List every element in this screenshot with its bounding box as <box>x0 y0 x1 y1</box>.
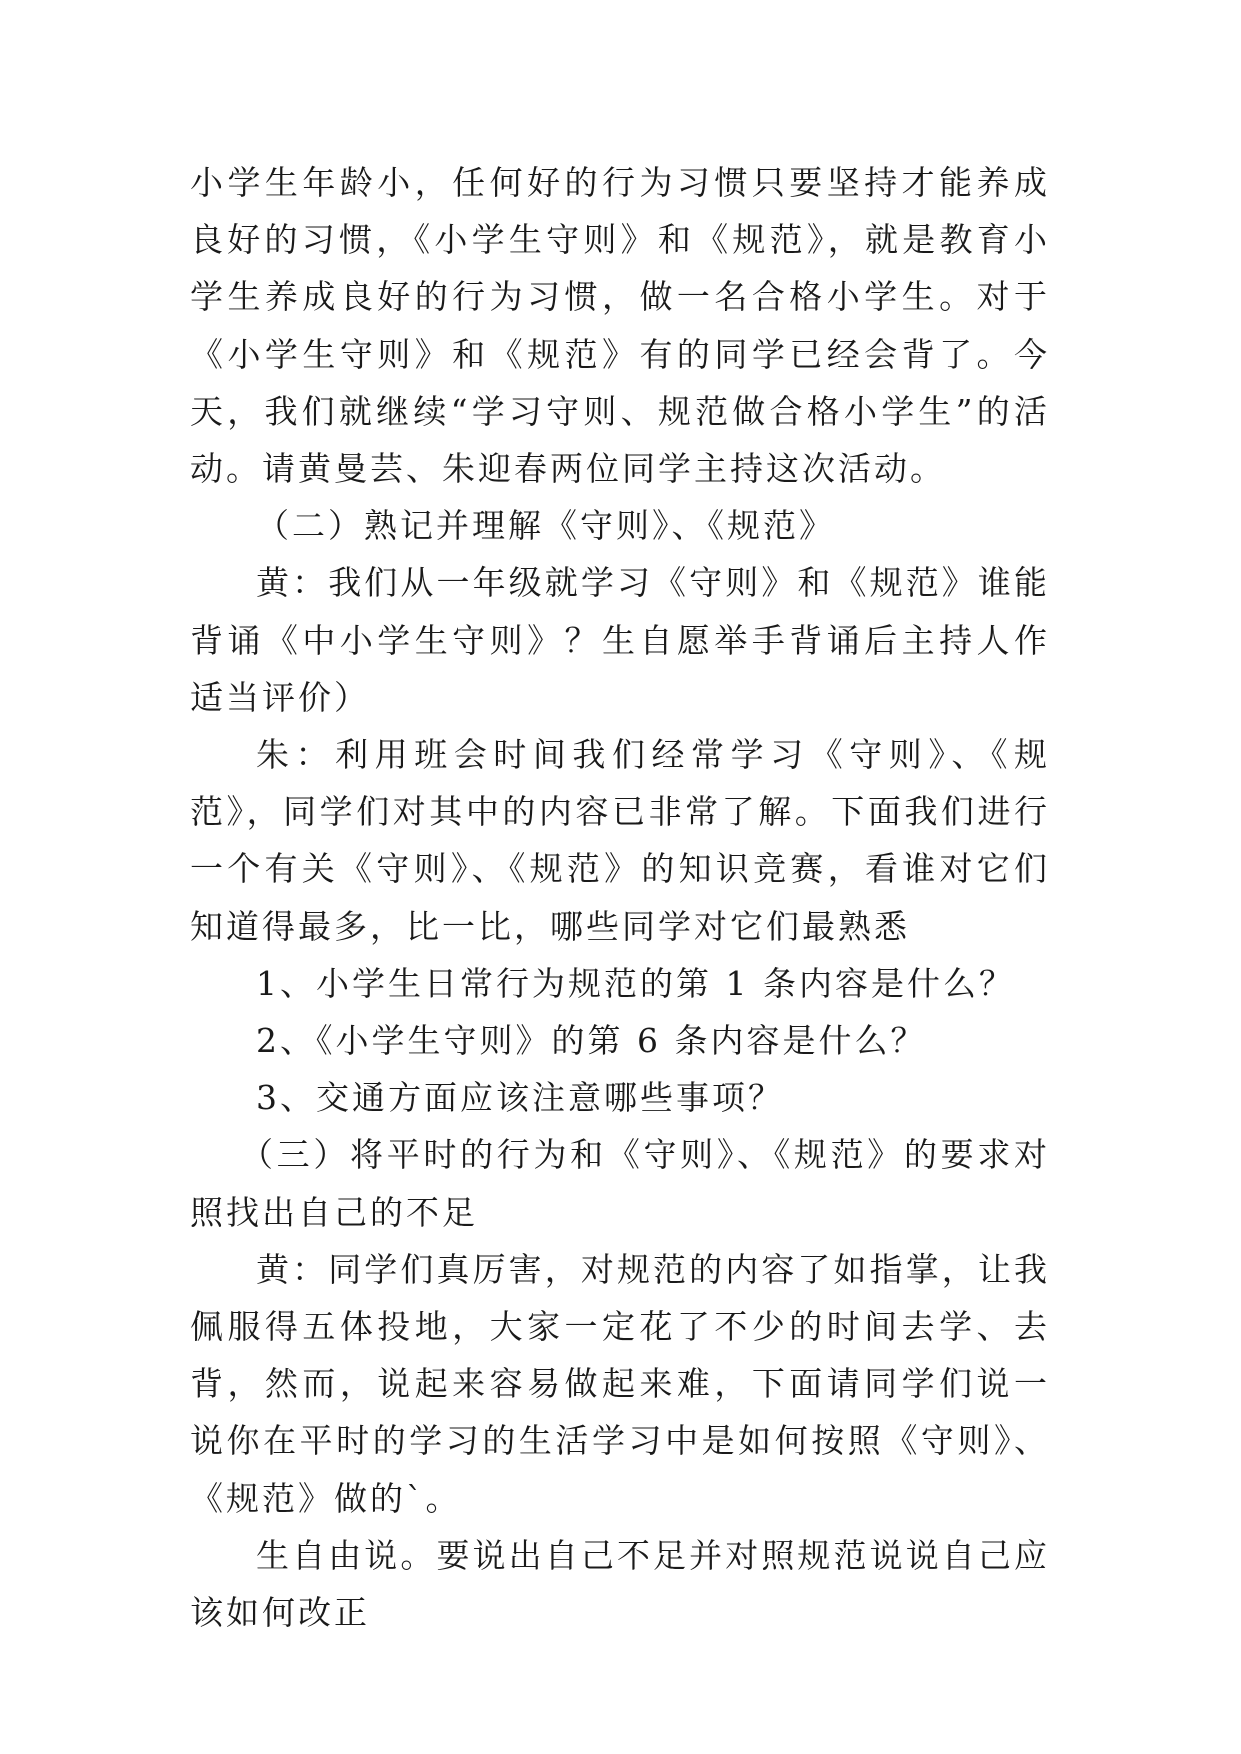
paragraph-zhu-1: 朱：利用班会时间我们经常学习《守则》、《规范》，同学们对其中的内容已非常了解。下面我们进行一个有关《守则》、《规范》的知识竞赛，看谁对它们知道得最多，比一比，哪些同学对它们最熟悉 <box>190 735 1050 946</box>
section-heading-3: （三）将平时的行为和《守则》、《规范》的要求对照找出自己的不足 <box>190 1135 1050 1232</box>
paragraph-huang-1: 黄：我们从一年级就学习《守则》和《规范》谁能背诵《中小学生守则》？生自愿举手背诵后主持人作适当评价） <box>190 563 1050 717</box>
paragraph-huang-2: 黄：同学们真厉害，对规范的内容了如指掌，让我佩服得五体投地，大家一定花了不少的时间去学、去背，然而，说起来容易做起来难，下面请同学们说一说你在平时的学习的生活学习中是如何按照《守则》、《规范》做的`。 <box>190 1249 1050 1518</box>
document-body <box>190 154 1050 1641</box>
paragraph-students: 生自由说。要说出自己不足并对照规范说说自己应该如何改正 <box>190 1535 1050 1633</box>
quiz-question-2: 2、《小学生守则》的第 6 条内容是什么？ <box>256 1021 927 1061</box>
quiz-question-1: 1、小学生日常行为规范的第 1 条内容是什么？ <box>256 963 1015 1003</box>
section-heading-2: （二）熟记并理解《守则》、《规范》 <box>256 506 835 546</box>
paragraph-intro: 小学生年龄小，任何好的行为习惯只要坚持才能养成良好的习惯，《小学生守则》和《规范》，就是教育小学生养成良好的行为习惯，做一名合格小学生。对于《小学生守则》和《规范》有的同学已经会背了。今天，我们就继续“学习守则、规范做合格小学生”的活动。请黄曼芸、朱迎春两位同学主持这次活动。 <box>190 163 1050 489</box>
quiz-question-3: 3、交通方面应该注意哪些事项？ <box>256 1078 784 1118</box>
